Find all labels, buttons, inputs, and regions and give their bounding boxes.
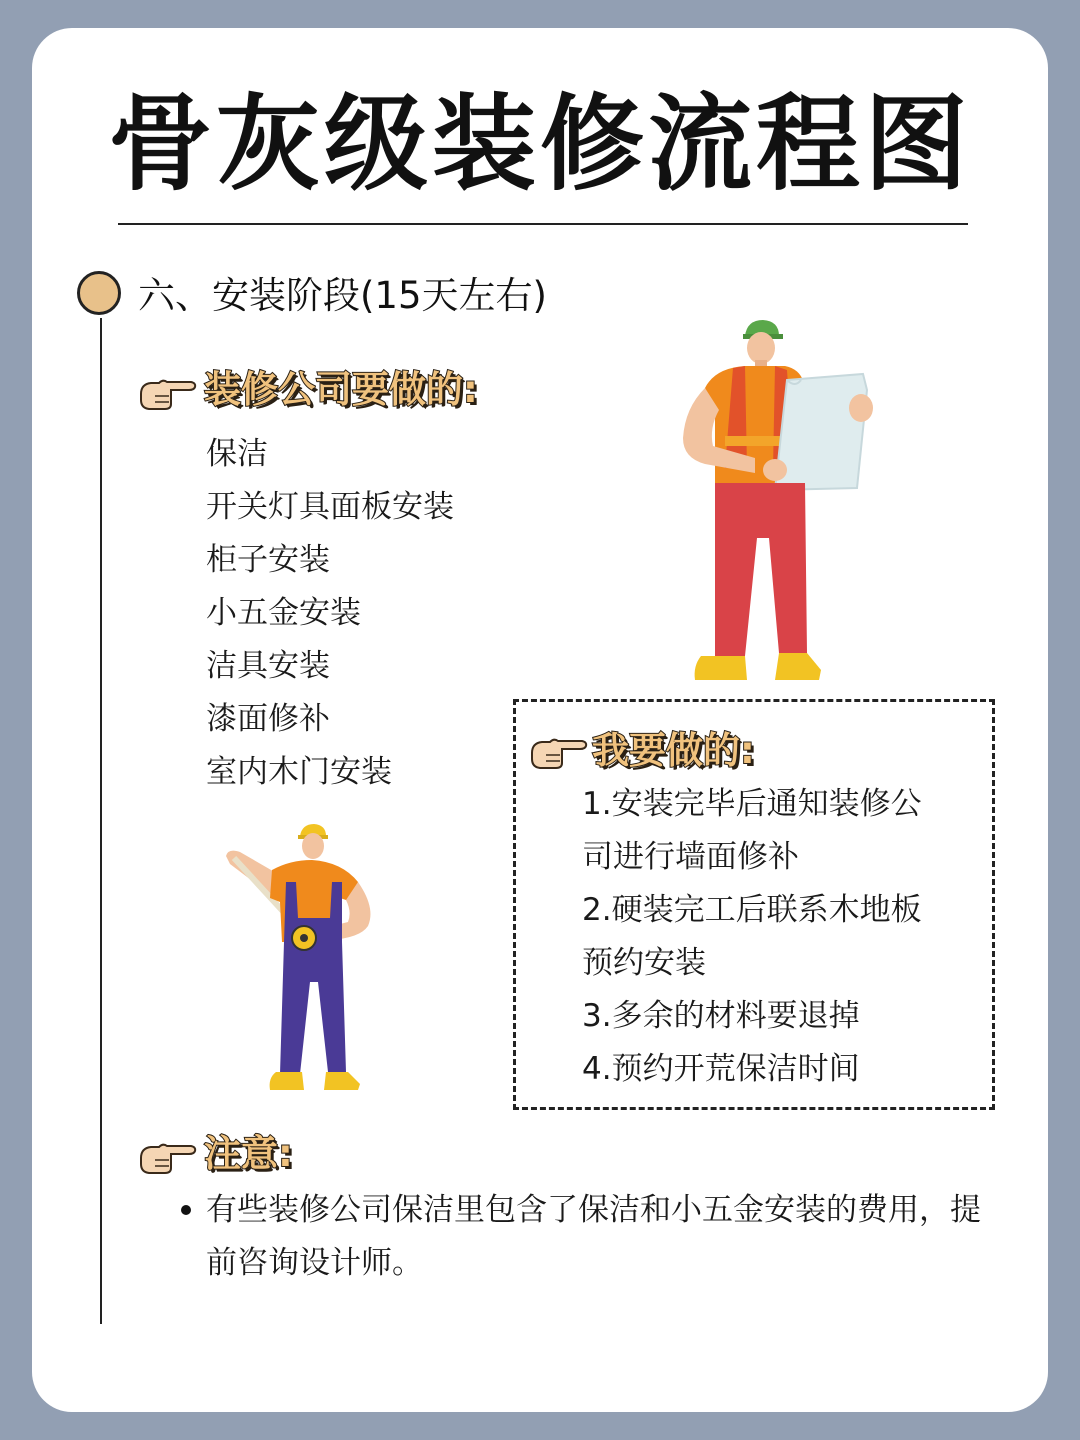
list-item: 开关灯具面板安装 bbox=[206, 489, 454, 525]
my-task-list bbox=[582, 778, 982, 1096]
pointing-hand-icon bbox=[137, 1138, 197, 1176]
company-task-list bbox=[206, 428, 454, 799]
stage-title: 六、安装阶段(15天左右) bbox=[138, 274, 547, 317]
list-item: 司进行墙面修补 bbox=[582, 839, 799, 875]
note-text: 有些装修公司保洁里包含了保洁和小五金安装的费用，提前咨询设计师。 bbox=[206, 1192, 981, 1281]
list-item: 预约安装 bbox=[582, 945, 706, 981]
timeline-dot bbox=[77, 271, 121, 315]
list-item: 1.安装完毕后通知装修公 bbox=[582, 786, 922, 822]
list-item: 保洁 bbox=[206, 436, 268, 472]
company-section-heading: 装修公司要做的: bbox=[204, 368, 478, 411]
list-item: 3.多余的材料要退掉 bbox=[582, 998, 860, 1034]
page-title: 骨灰级装修流程图 bbox=[107, 83, 972, 205]
worker-tape-measure-illustration bbox=[220, 822, 390, 1098]
list-item: 4.预约开荒保洁时间 bbox=[582, 1051, 860, 1087]
list-item: 洁具安装 bbox=[206, 648, 330, 684]
note-section-heading: 注意: bbox=[204, 1132, 293, 1175]
my-section-heading: 我要做的: bbox=[592, 729, 755, 772]
bullet-icon bbox=[181, 1205, 191, 1215]
list-item: 2.硬装完工后联系木地板 bbox=[582, 892, 922, 928]
pointing-hand-icon bbox=[137, 374, 197, 412]
list-item: 柜子安装 bbox=[206, 542, 330, 578]
list-item: 室内木门安装 bbox=[206, 754, 392, 790]
pointing-hand-icon bbox=[528, 733, 588, 771]
list-item: 漆面修补 bbox=[206, 701, 330, 737]
worker-blueprint-illustration bbox=[675, 318, 885, 692]
list-item: 小五金安装 bbox=[206, 595, 361, 631]
timeline-line bbox=[100, 318, 102, 1324]
title-divider bbox=[118, 223, 968, 225]
